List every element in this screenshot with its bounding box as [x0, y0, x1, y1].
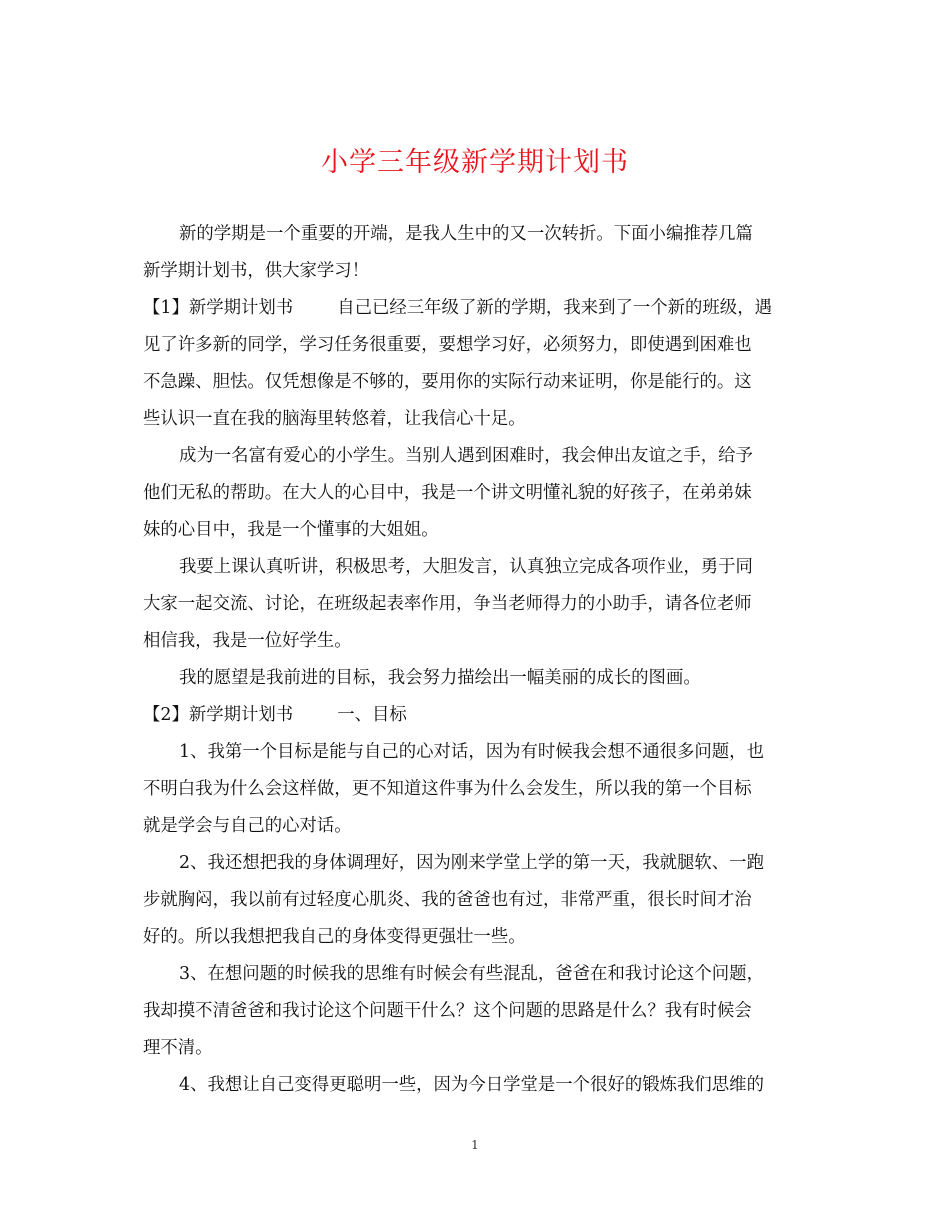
paragraph-line: 3、在想问题的时候我的思维有时候会有些混乱，爸爸在和我讨论这个问题， [179, 964, 764, 984]
paragraph-line: 不急躁、胆怯。仅凭想像是不够的，要用你的实际行动来证明，你是能行的。这 [143, 372, 752, 392]
section-1-first-line [143, 290, 809, 327]
paragraph-line: 些认识一直在我的脑海里转悠着，让我信心十足。 [143, 409, 526, 429]
paragraph-line: 大家一起交流、讨论，在班级起表率作用，争当老师得力的小助手，请各位老师 [143, 594, 752, 614]
document-title: 小学三年级新学期计划书 [321, 147, 629, 178]
paragraph-line: 步就胸闷，我以前有过轻度心肌炎、我的爸爸也有过，非常严重，很长时间才治 [143, 890, 752, 910]
paragraph-line: 我的愿望是我前进的目标，我会努力描绘出一幅美丽的成长的图画。 [179, 668, 701, 688]
section-text: 一、目标 [337, 705, 407, 725]
paragraph-line: 就是学会与自己的心对话。 [143, 816, 352, 836]
paragraph-line: 见了许多新的同学，学习任务很重要，要想学习好，必须努力，即使遇到困难也 [143, 335, 752, 355]
paragraph-line: 我要上课认真听讲，积极思考，大胆发言，认真独立完成各项作业，勇于同 [179, 557, 753, 577]
paragraph-line: 我却摸不清爸爸和我讨论这个问题干什么？这个问题的思路是什么？我有时候会 [143, 1001, 752, 1021]
section-2-first-line [143, 697, 809, 734]
section-heading: 【1】新学期计划书 [143, 298, 294, 318]
document-body [143, 216, 809, 1104]
intro-line: 新学期计划书，供大家学习！ [143, 261, 370, 281]
paragraph-line: 他们无私的帮助。在大人的心目中，我是一个讲文明懂礼貌的好孩子，在弟弟妹 [143, 483, 752, 503]
paragraph-line: 好的。所以我想把我自己的身体变得更强壮一些。 [143, 927, 526, 947]
paragraph-line: 成为一名富有爱心的小学生。当别人遇到困难时，我会伸出友谊之手，给予 [179, 446, 753, 466]
section-heading: 【2】新学期计划书 [143, 705, 294, 725]
section-text: 自己已经三年级了新的学期，我来到了一个新的班级，遇 [337, 298, 772, 318]
page-number: 1 [471, 1138, 479, 1152]
paragraph-line: 1、我第一个目标是能与自己的心对话，因为有时候我会想不通很多问题，也 [179, 742, 764, 762]
paragraph-line: 4、我想让自己变得更聪明一些，因为今日学堂是一个很好的锻炼我们思维的 [179, 1075, 764, 1095]
paragraph-line: 相信我，我是一位好学生。 [143, 631, 352, 651]
intro-line: 新的学期是一个重要的开端，是我人生中的又一次转折。下面小编推荐几篇 [179, 224, 753, 244]
paragraph-line: 不明白我为什么会这样做，更不知道这件事为什么会发生，所以我的第一个目标 [143, 779, 752, 799]
paragraph-line: 妹的心目中，我是一个懂事的大姐姐。 [143, 520, 439, 540]
paragraph-line: 理不清。 [143, 1038, 213, 1058]
paragraph-line: 2、我还想把我的身体调理好，因为刚来学堂上学的第一天，我就腿软、一跑 [179, 853, 764, 873]
